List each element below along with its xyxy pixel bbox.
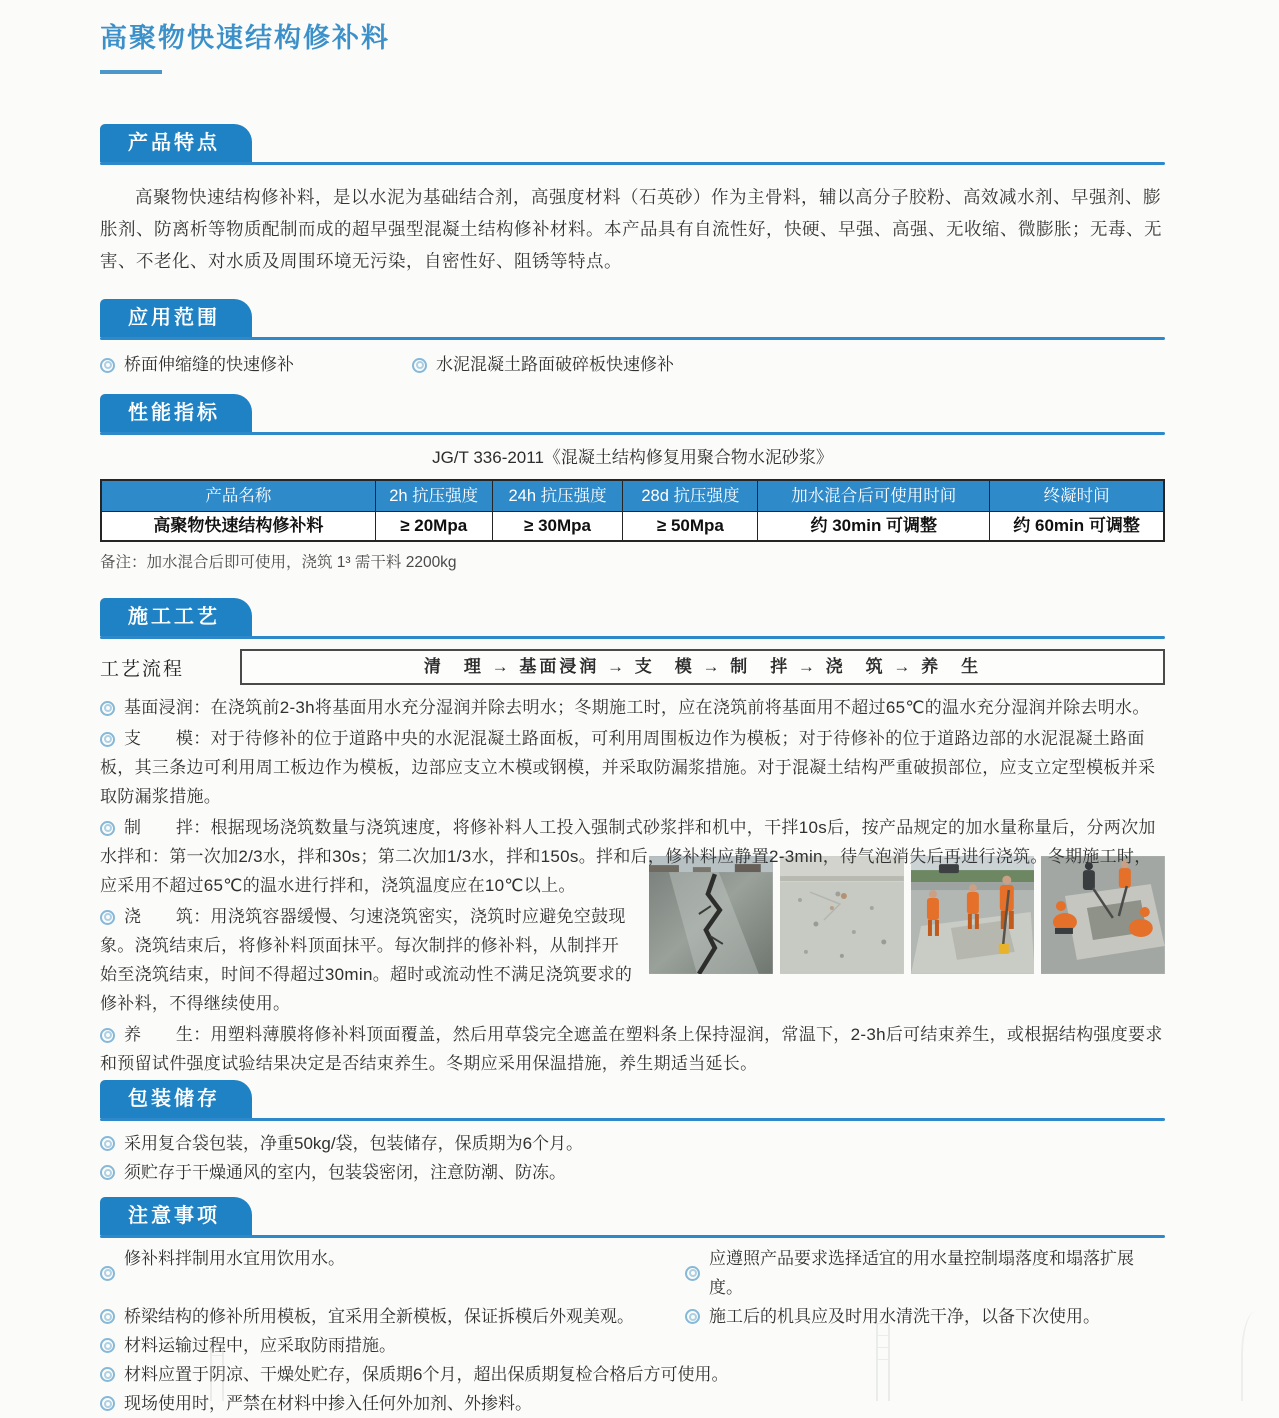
road-repair-crew-photo xyxy=(911,856,1035,974)
note-item-label: 施工后的机具应及时用水清洗干净，以备下次使用。 xyxy=(709,1307,1100,1326)
photo-strip xyxy=(649,856,1165,974)
table-cell: 高聚物快速结构修补料 xyxy=(101,512,375,542)
ring-bullet-icon xyxy=(100,1396,115,1411)
section-rule xyxy=(100,432,1165,435)
construction-step xyxy=(100,724,1165,811)
step-term: 浇 筑： xyxy=(124,907,211,926)
table-header-cell: 加水混合后可使用时间 xyxy=(758,480,990,512)
ring-bullet-icon xyxy=(100,910,115,925)
feature-paragraph: 高聚物快速结构修补料，是以水泥为基础结合剂，高强度材料（石英砂）作为主骨料，辅以高分子胶粉、高效减水剂、早强剂、膨胀剂、防离析等物质配制而成的超早强型混凝土结构修补材料。本产品具有自流性好，快硬、早强、高强、无收缩、微膨胀；无毒、无害、不老化、对水质及周围环境无污染，自密性好、阻锈等特点。 xyxy=(100,187,1162,271)
notes-grid xyxy=(100,1244,1165,1418)
section-header-performance xyxy=(100,394,1165,435)
section-header-construction xyxy=(100,598,1165,639)
construction-steps xyxy=(100,693,1165,1078)
table-cell: ≥ 30Mpa xyxy=(492,512,623,542)
note-item xyxy=(100,1389,1165,1418)
construction-badge: 施工工艺 xyxy=(100,598,252,636)
packaging-list xyxy=(100,1129,1165,1187)
notes-row xyxy=(100,1244,1165,1302)
note-item xyxy=(100,1331,1165,1360)
step-text: 用浇筑容器缓慢、匀速浇筑密实，浇筑时应避免空鼓现象。浇筑结束后，将修补料顶面抹平。每次制拌的修补料，从制拌开始至浇筑结束，时间不得超过30min。超时或流动性不满足浇筑要求的修补料，不得继续使用。 xyxy=(100,907,633,1013)
packaging-badge: 包装储存 xyxy=(100,1080,252,1118)
note-item-label: 修补料拌制用水宜用饮用水。 xyxy=(124,1249,345,1268)
table-header-cell: 28d 抗压强度 xyxy=(623,480,758,512)
ring-bullet-icon xyxy=(100,732,115,747)
ring-bullet-icon xyxy=(100,1338,115,1353)
process-flow-box: 清 理 → 基面浸润 → 支 模 → 制 拌 → 浇 筑 → 养 生 xyxy=(240,649,1165,685)
application-item xyxy=(412,352,674,378)
table-cell: ≥ 50Mpa xyxy=(623,512,758,542)
ring-bullet-icon xyxy=(100,821,115,836)
note-item-label: 材料运输过程中，应采取防雨措施。 xyxy=(124,1336,396,1355)
step-text: 对于待修补的位于道路中央的水泥混凝土路面板，可利用周围板边作为模板；对于待修补的位于道路边部的水泥混凝土路面板，其三条边可利用周工板边作为模板，边部应支立木模或钢模，并采取防漏浆措施。对于混凝土结构严重破损部位，应支立定型模板并采取防漏浆措施。 xyxy=(100,729,1156,806)
notes-row xyxy=(100,1302,1165,1331)
page-title: 高聚物快速结构修补料 xyxy=(100,23,390,53)
features-badge: 产品特点 xyxy=(100,124,252,162)
section-rule xyxy=(100,162,1165,165)
ring-bullet-icon xyxy=(685,1309,700,1324)
title-underline xyxy=(100,70,162,74)
construction-step xyxy=(100,1020,1165,1078)
note-item-label: 现场使用时，严禁在材料中掺入任何外加剂、外掺料。 xyxy=(124,1394,532,1413)
note-item-label: 应遵照产品要求选择适宜的用水量控制塌落度和塌落扩展度。 xyxy=(709,1249,1134,1297)
step-term: 基面浸润： xyxy=(124,698,211,717)
note-item xyxy=(685,1244,1165,1302)
step-term: 养 生： xyxy=(124,1025,211,1044)
ring-bullet-icon xyxy=(685,1266,700,1281)
note-item xyxy=(100,1302,685,1331)
step-text: 在浇筑前2-3h将基面用水充分湿润并除去明水；冬期施工时，应在浇筑前将基面用不超过65℃的温水充分湿润并除去明水。 xyxy=(210,698,1150,717)
table-header-cell: 终凝时间 xyxy=(990,480,1164,512)
application-item xyxy=(100,352,412,378)
section-rule xyxy=(100,1118,1165,1121)
process-flow-label: 工艺流程 xyxy=(100,658,185,680)
section-rule xyxy=(100,636,1165,639)
notes-badge: 注意事项 xyxy=(100,1197,252,1235)
note-item xyxy=(100,1244,685,1302)
performance-badge: 性能指标 xyxy=(100,394,252,432)
step-term: 支 模： xyxy=(124,729,211,748)
section-header-features xyxy=(100,124,1165,165)
application-list xyxy=(100,352,1165,378)
ring-bullet-icon xyxy=(100,1266,115,1281)
step-term: 制 拌： xyxy=(124,818,211,837)
table-header-cell: 产品名称 xyxy=(101,480,375,512)
step-text: 根据现场浇筑数量与浇筑速度，将修补料人工投入强制式砂浆拌和机中，干拌10s后，按产品规定的加水量称量后，分两次加水拌和：第一次加2/3水，拌和30s；第二次加1/3水，拌和150s。拌和后，修补料应静置2-3min，待气泡消失后再进行浇筑。冬期施工时，应采用不超过65℃的温水进行拌和，浇筑温度应在10℃以上。 xyxy=(100,818,1156,895)
application-item-label: 桥面伸缩缝的快速修补 xyxy=(124,355,294,374)
application-item-label: 水泥混凝土路面破碎板快速修补 xyxy=(436,355,674,374)
construction-step xyxy=(100,693,1165,722)
section-rule xyxy=(100,337,1165,340)
performance-table xyxy=(100,479,1165,542)
manual-patching-photo xyxy=(1041,856,1165,974)
table-header-cell: 24h 抗压强度 xyxy=(492,480,623,512)
section-rule xyxy=(100,1235,1165,1238)
packaging-item xyxy=(100,1158,1165,1187)
note-item-label: 桥梁结构的修补所用模板，宜采用全新模板，保证拆模后外观美观。 xyxy=(124,1307,634,1326)
table-cell: 约 60min 可调整 xyxy=(990,512,1164,542)
concrete-surface-photo xyxy=(780,856,904,974)
ring-bullet-icon xyxy=(100,358,115,373)
packaging-item xyxy=(100,1129,1165,1158)
packaging-item-label: 采用复合袋包装，净重50kg/袋，包装储存，保质期为6个月。 xyxy=(124,1134,584,1153)
standard-title: JG/T 336-2011《混凝土结构修复用聚合物水泥砂浆》 xyxy=(432,448,833,467)
applications-badge: 应用范围 xyxy=(100,299,252,337)
process-flow-row xyxy=(100,649,1165,685)
ring-bullet-icon xyxy=(100,1309,115,1324)
note-item-label: 材料应置于阴凉、干燥处贮存，保质期6个月，超出保质期复检合格后方可使用。 xyxy=(124,1365,729,1384)
table-header-cell: 2h 抗压强度 xyxy=(375,480,492,512)
table-cell: ≥ 20Mpa xyxy=(375,512,492,542)
ring-bullet-icon xyxy=(100,701,115,716)
ring-bullet-icon xyxy=(100,1028,115,1043)
ring-bullet-icon xyxy=(100,1165,115,1180)
section-header-packaging xyxy=(100,1080,1165,1121)
packaging-item-label: 须贮存于干燥通风的室内，包装袋密闭，注意防潮、防冻。 xyxy=(124,1163,566,1182)
table-note: 备注：加水混合后即可使用，浇筑 1³ 需干料 2200kg xyxy=(100,554,457,571)
ring-bullet-icon xyxy=(100,1367,115,1382)
table-row xyxy=(101,512,1164,542)
note-item xyxy=(685,1302,1165,1331)
step-text: 用塑料薄膜将修补料顶面覆盖，然后用草袋完全遮盖在塑料条上保持湿润，常温下，2-3h后可结束养生，或根据结构强度要求和预留试件强度试验结果决定是否结束养生。冬期应采用保温措施，养生期适当延长。 xyxy=(100,1025,1163,1073)
section-header-applications xyxy=(100,299,1165,340)
ring-bullet-icon xyxy=(100,1136,115,1151)
table-cell: 约 30min 可调整 xyxy=(758,512,990,542)
section-header-notes xyxy=(100,1197,1165,1238)
table-header-row xyxy=(101,480,1164,512)
cracked-pavement-photo xyxy=(649,856,773,974)
note-item xyxy=(100,1360,1165,1389)
ring-bullet-icon xyxy=(412,358,427,373)
